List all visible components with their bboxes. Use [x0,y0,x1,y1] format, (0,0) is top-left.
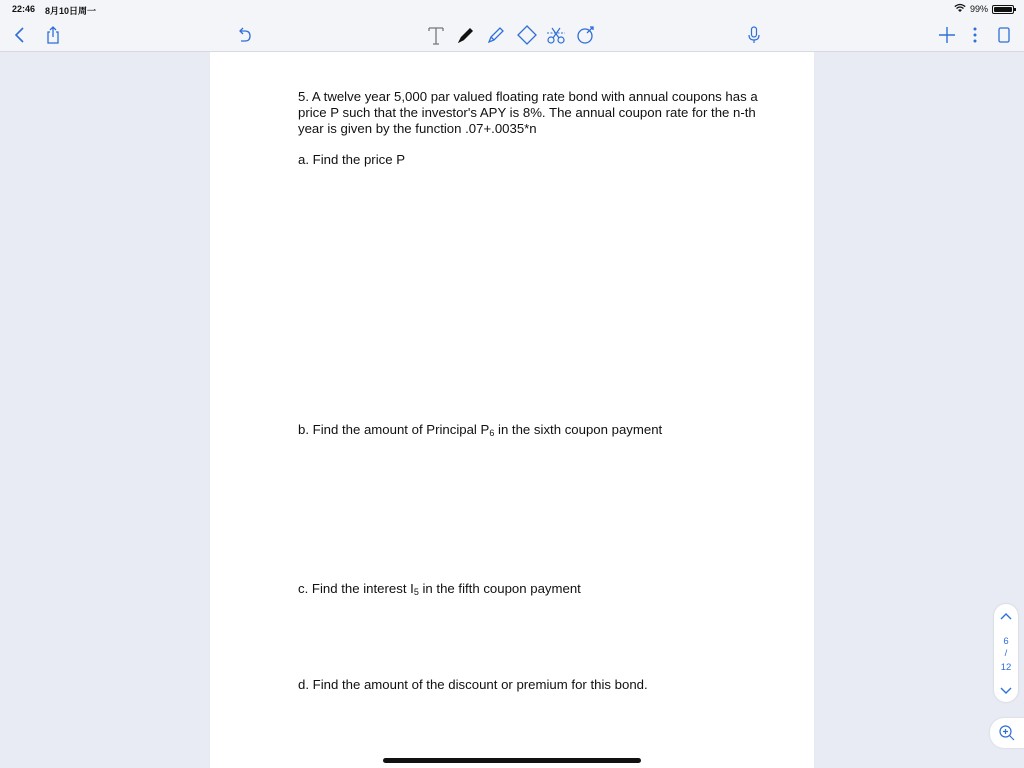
page-separator: / [1004,648,1008,659]
pen-tool-button[interactable] [453,22,479,48]
highlighter-tool-icon [485,24,507,46]
current-page-number: 6 [1003,636,1009,647]
part-c-text [298,581,581,600]
shapes-tool-icon [574,24,596,46]
zoom-button[interactable] [990,718,1024,748]
shapes-tool-button[interactable] [572,22,598,48]
lasso-tool-button[interactable] [543,22,569,48]
part-c-text-end: in the fifth coupon payment [418,581,581,596]
lasso-scissors-icon [545,24,567,46]
share-button[interactable] [40,22,66,48]
battery-icon [992,5,1014,14]
add-icon [936,24,958,46]
status-date: 8月10日周一 [45,6,97,16]
pages-button[interactable] [991,22,1017,48]
part-a-text: a. Find the price P [298,152,406,167]
part-c-text-start: c. Find the interest I [298,581,414,596]
more-icon [964,24,986,46]
zoom-icon [998,724,1016,742]
text-tool-icon [425,24,447,46]
eraser-tool-icon [516,24,538,46]
battery-percent: 99% [969,4,988,14]
more-button[interactable] [962,22,988,48]
status-time: 22:46 [12,4,36,14]
document-page[interactable] [210,52,814,768]
page-navigator [994,604,1018,702]
total-page-count: 12 [1000,662,1012,673]
toolbar [0,18,1024,52]
chevron-down-icon[interactable] [998,684,1014,698]
part-c-subscript: 5 [413,587,419,597]
pen-tool-icon [455,24,477,46]
text-tool-button[interactable] [423,22,449,48]
microphone-icon [743,24,765,46]
chevron-up-icon[interactable] [998,609,1014,623]
part-b-text-start: b. Find the amount of Principal P [298,422,490,437]
part-b-text-end: in the sixth coupon payment [494,422,663,437]
undo-icon [233,24,255,46]
microphone-button[interactable] [741,22,767,48]
add-button[interactable] [934,22,960,48]
status-bar [0,0,1024,18]
home-indicator [383,758,641,763]
part-b-text [298,422,662,441]
part-b-subscript: 6 [489,428,495,438]
share-icon [42,24,64,46]
highlighter-tool-button[interactable] [483,22,509,48]
back-icon [9,24,31,46]
eraser-tool-button[interactable] [514,22,540,48]
back-button[interactable] [7,22,33,48]
question-text: 5. A twelve year 5,000 par valued floating rate bond with annual coupons has a price P such that the investor's APY is 8%. The annual coupon rate for the n-th year is given by the function .07+.0035*n [298,89,758,136]
undo-button[interactable] [231,22,257,48]
wifi-icon [954,3,966,13]
pages-icon [993,24,1015,46]
part-d-text: d. Find the amount of the discount or premium for this bond. [298,677,648,692]
